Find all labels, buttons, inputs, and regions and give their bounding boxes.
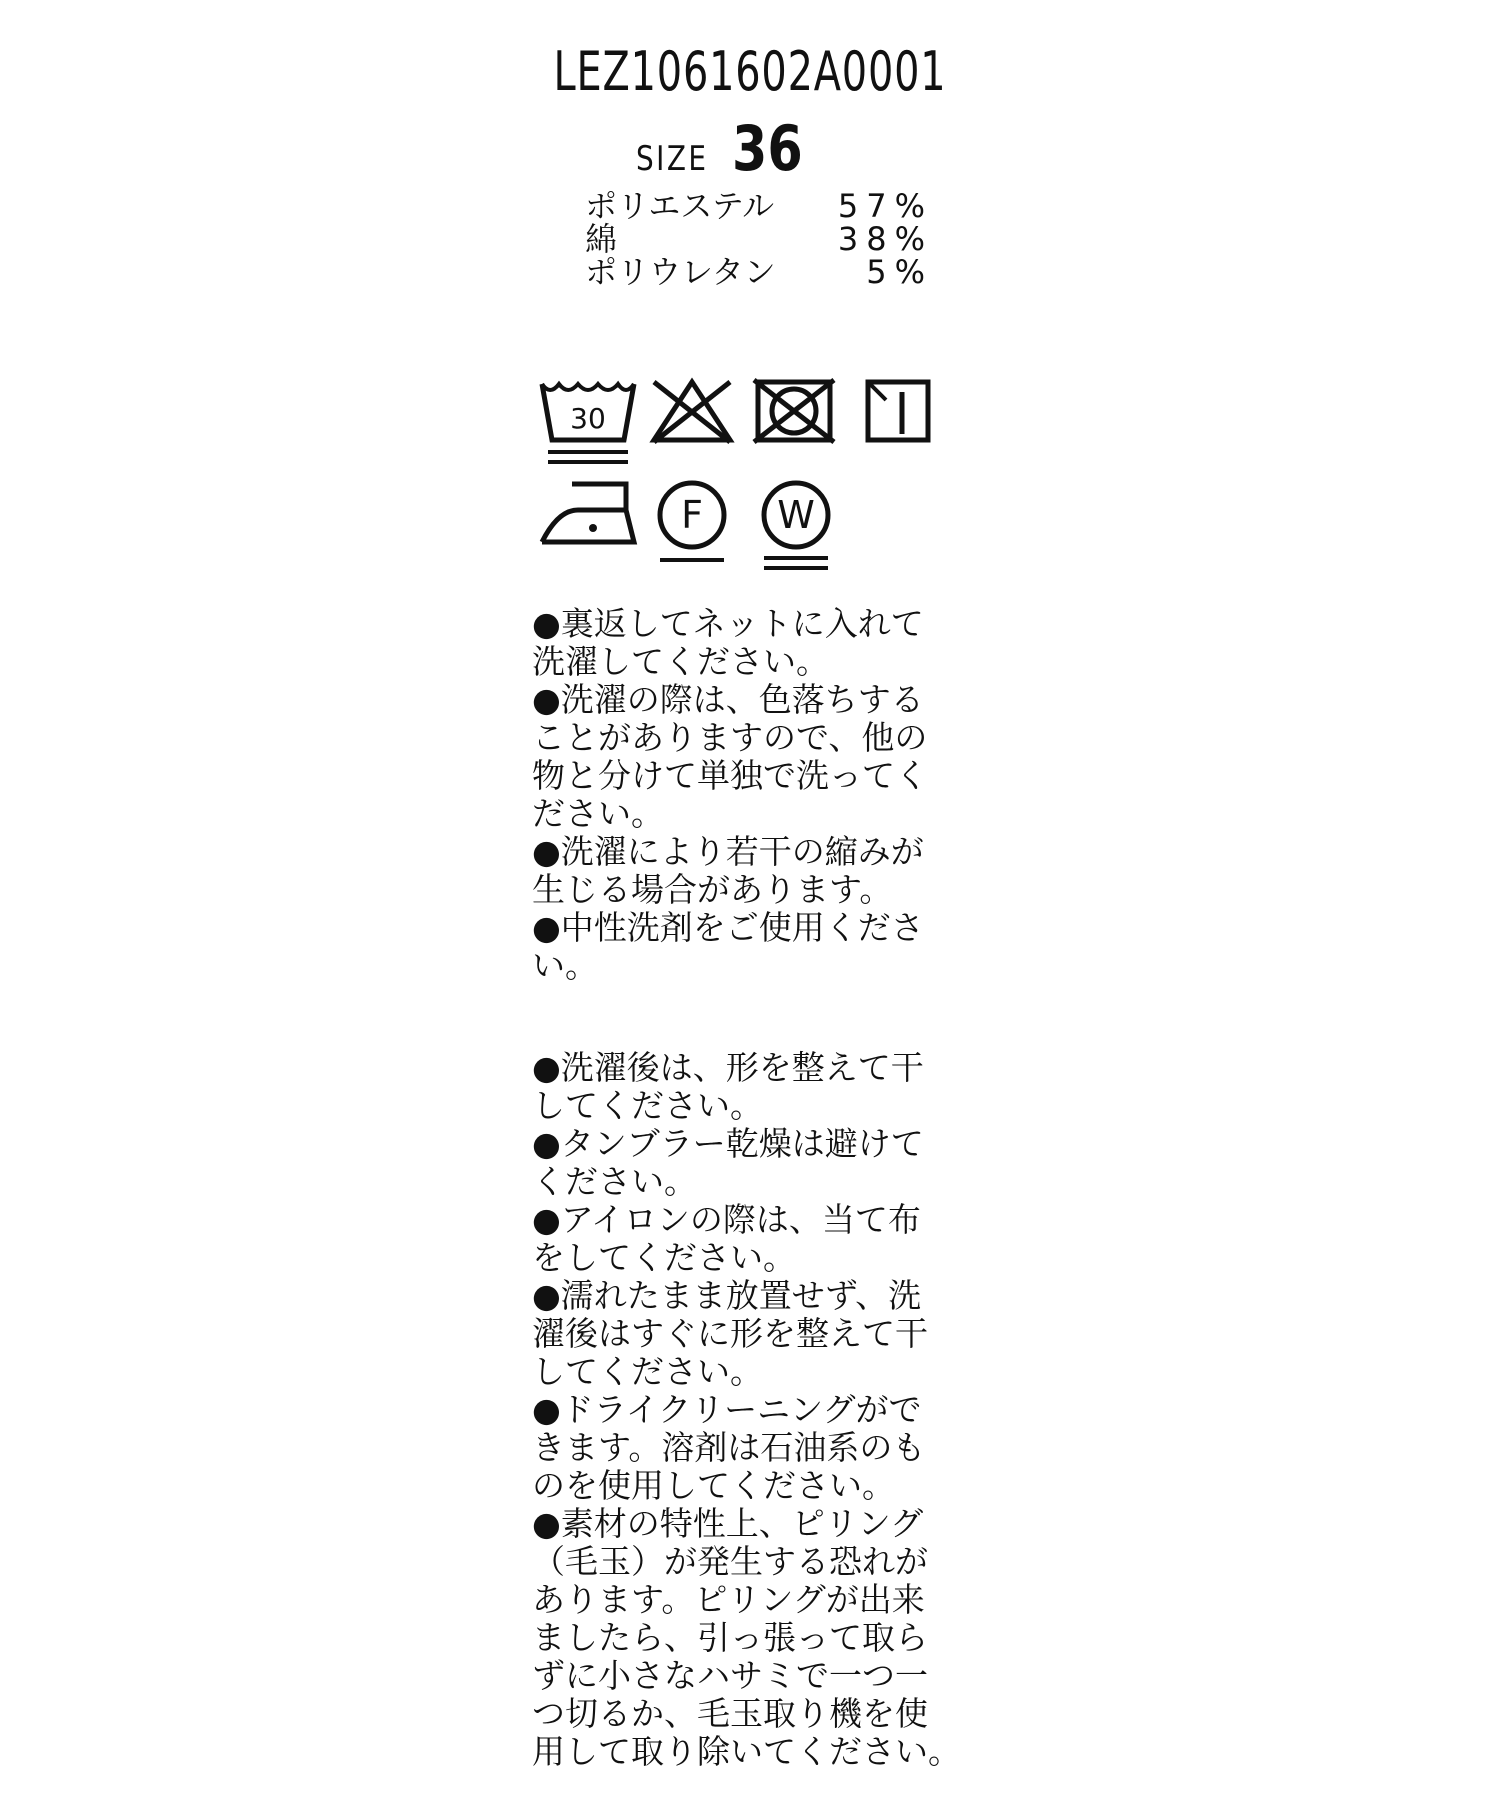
instruction-line: ●裏返してネットに入れて — [532, 604, 924, 643]
composition-row — [585, 253, 933, 291]
wash-30-icon — [538, 378, 638, 470]
size-row — [636, 112, 819, 185]
instruction-line: ずに小さなハサミで一つ一 — [532, 1656, 928, 1695]
wet-clean-w-icon — [758, 480, 834, 574]
composition-row — [585, 187, 933, 225]
instruction-line: ●洗濯により若干の縮みが — [532, 832, 924, 871]
no-bleach-icon — [650, 378, 734, 444]
size-label: SIZE — [636, 139, 709, 179]
instruction-line: つ切るか、毛玉取り機を使 — [532, 1694, 928, 1733]
instruction-line: ●タンブラー乾燥は避けて — [532, 1124, 924, 1163]
composition-percent: 57% — [837, 187, 933, 225]
care-instructions-block-2 — [532, 1049, 972, 1771]
instruction-line: あります。ピリングが出来 — [532, 1580, 925, 1619]
care-instructions-block-1 — [532, 605, 972, 985]
instruction-line: 生じる場合があります。 — [532, 870, 893, 909]
instruction-line: ださい。 — [532, 794, 664, 833]
instruction-line: ●アイロンの際は、当て布 — [532, 1200, 921, 1239]
dry-clean-f-icon — [654, 480, 730, 564]
composition-material: ポリウレタン — [585, 253, 776, 291]
dry-clean-letter: F — [681, 493, 703, 537]
instruction-line: のを使用してください。 — [532, 1466, 895, 1505]
wash-temperature: 30 — [570, 402, 606, 435]
instruction-line: い。 — [532, 946, 598, 985]
instruction-line: ●濡れたまま放置せず、洗 — [532, 1276, 922, 1315]
instruction-line: ●素材の特性上、ピリング — [532, 1504, 924, 1543]
instruction-line: ましたら、引っ張って取ら — [532, 1618, 928, 1657]
instruction-line: （毛玉）が発生する恐れが — [532, 1542, 928, 1581]
instruction-line: をしてください。 — [532, 1238, 796, 1277]
no-tumble-dry-icon — [752, 378, 836, 444]
size-value: 36 — [732, 112, 804, 185]
instruction-line: 用して取り除いてください。 — [532, 1732, 961, 1771]
instruction-line: ●洗濯の際は、色落ちする — [532, 680, 924, 719]
instruction-line: 濯後はすぐに形を整えて干 — [532, 1314, 928, 1353]
composition-material: 綿 — [585, 220, 618, 258]
composition-table — [585, 187, 933, 291]
composition-percent: 38% — [837, 220, 933, 258]
product-code: LEZ1061602A0001 — [553, 40, 947, 103]
instruction-line: ください。 — [532, 1162, 697, 1201]
instruction-line: ●洗濯後は、形を整えて干 — [532, 1048, 924, 1087]
instruction-line: 洗濯してください。 — [532, 642, 829, 681]
iron-low-icon — [538, 480, 638, 546]
instruction-line: 物と分けて単独で洗ってく — [532, 756, 928, 795]
composition-percent: 5% — [866, 253, 933, 291]
composition-material: ポリエステル — [585, 187, 775, 225]
instruction-line: ●ドライクリーニングがで — [532, 1390, 922, 1429]
instruction-line: ●中性洗剤をご使用くださ — [532, 908, 924, 947]
instruction-line: してください。 — [532, 1086, 763, 1125]
composition-row — [585, 220, 933, 258]
wet-clean-letter: W — [777, 493, 815, 537]
instruction-line: してください。 — [532, 1352, 763, 1391]
line-dry-shade-icon — [864, 378, 934, 444]
instruction-line: ことがありますので、他の — [532, 718, 928, 757]
instruction-line: きます。溶剤は石油系のも — [532, 1428, 926, 1467]
